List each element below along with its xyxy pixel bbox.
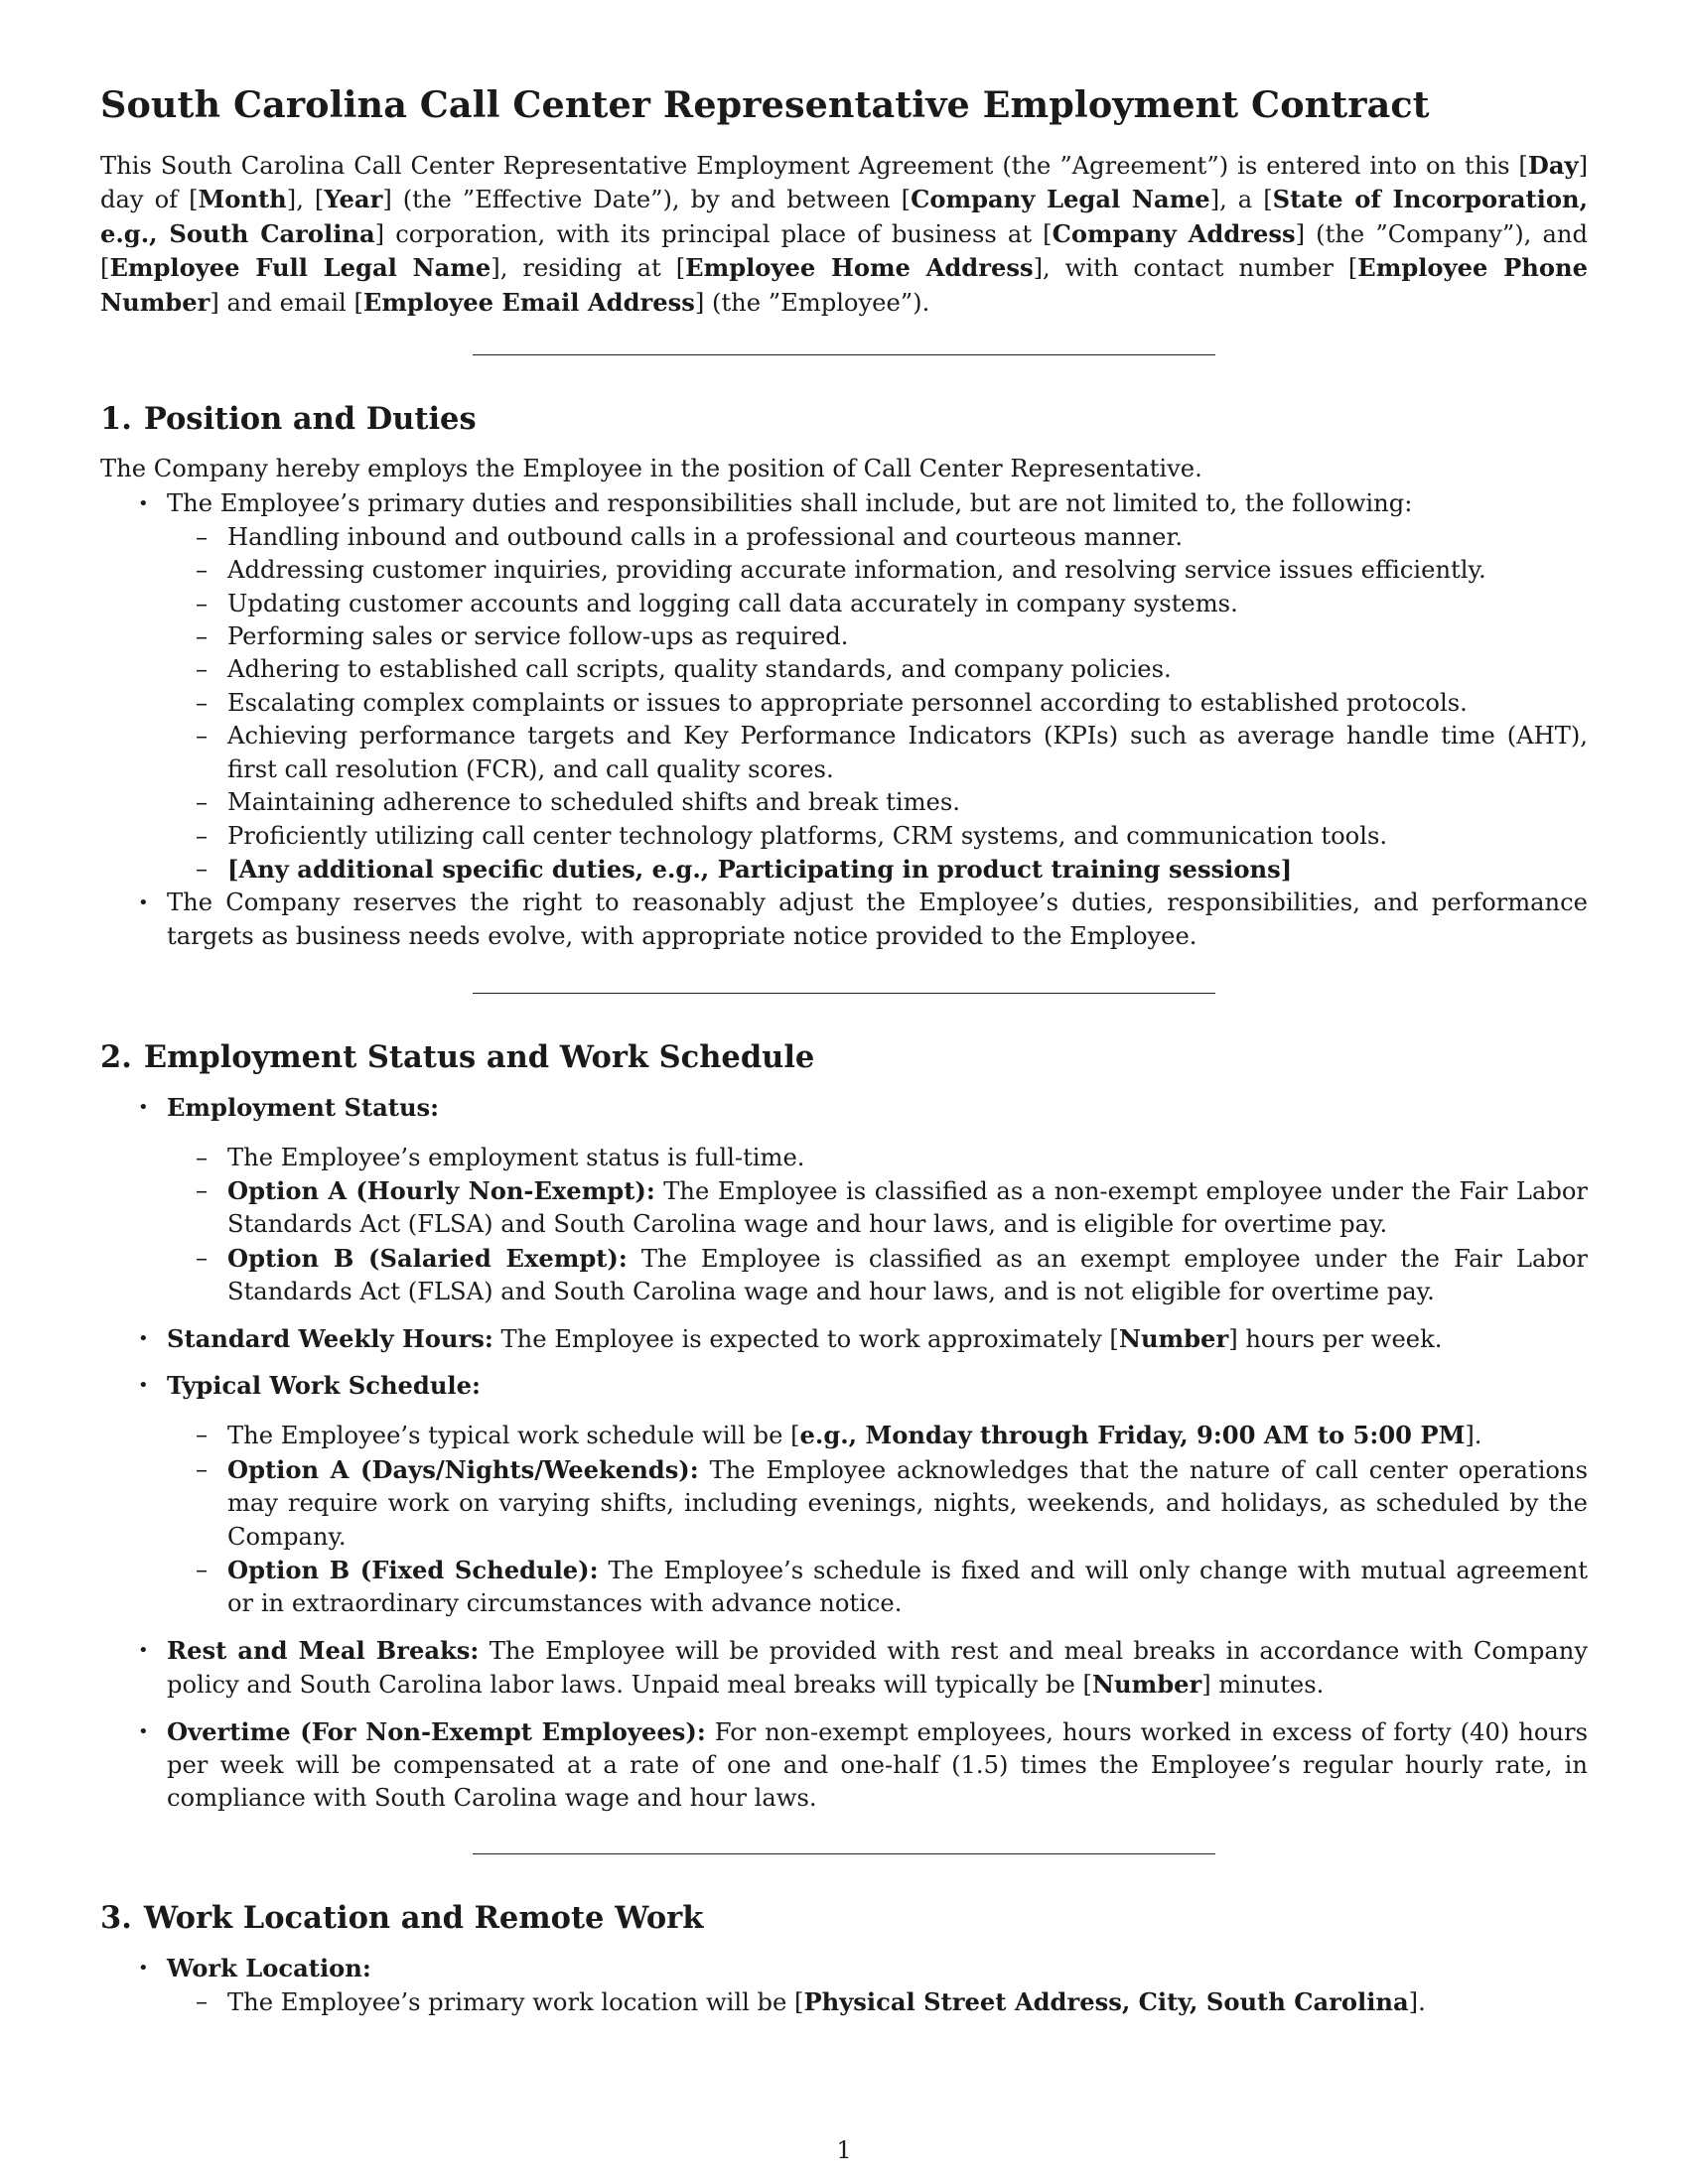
bullet-icon: • xyxy=(138,1639,149,1661)
list-item: – Addressing customer inquiries, providing accurate information, and resolving service issues efficiently. xyxy=(167,554,1588,587)
bullet-icon: • xyxy=(138,493,149,515)
weekly-hours-placeholder: Number xyxy=(1118,1323,1229,1353)
bullet-icon: • xyxy=(138,1957,149,1979)
list-item: – Adhering to established call scripts, quality standards, and company policies. xyxy=(167,653,1588,686)
dash-icon: – xyxy=(196,1987,209,2016)
dash-icon: – xyxy=(196,1454,209,1483)
list-item xyxy=(167,853,1588,887)
list-item: – Escalating complex complaints or issues to appropriate personnel according to established protocols. xyxy=(167,687,1588,720)
dash-icon: – xyxy=(196,622,209,651)
work-location-list xyxy=(100,1952,1588,2020)
list-item: – Option B (Fixed Schedule): The Employee’s schedule is fixed and will only change with mutual agreement or in extraordinary circumstances with advance notice. xyxy=(196,1556,1588,1618)
dash-icon: – xyxy=(196,1556,209,1583)
dash-icon: – xyxy=(196,556,209,585)
section-divider xyxy=(473,993,1215,994)
company-address-placeholder: Company Address xyxy=(1052,218,1296,248)
employee-name-placeholder: Employee Full Legal Name xyxy=(109,253,492,283)
employment-status-list xyxy=(100,1091,1588,1816)
company-name-placeholder: Company Legal Name xyxy=(911,185,1210,214)
list-item: • Work Location: – The Employee’s primary work location will be [Physical Street Address, City, South Carolina]. xyxy=(100,1952,1588,2020)
dash-icon: – xyxy=(196,722,209,751)
dash-icon: – xyxy=(196,1175,209,1204)
bullet-icon: • xyxy=(138,892,149,914)
year-placeholder: Year xyxy=(324,185,383,214)
section-divider xyxy=(473,354,1215,355)
bullet-icon: • xyxy=(138,1374,149,1396)
list-item: – The Employee’s employment status is full-time. xyxy=(167,1142,1588,1174)
dash-icon: – xyxy=(196,688,209,717)
list-item: • Typical Work Schedule: – The Employee’s typical work schedule will be [e.g., Monday through Friday, 9:00 AM to 5:00 PM]. – Option A (Days/Nights/Weekends): The Employee acknowledges that the nature of call center operations may require work on varying shifts, including evenings, nights, weekends, and holidays, as scheduled by the Company. – Option B (Fixed Schedule): The Employee’s schedule is fixed and will only change with mutual agreement or in extraordinary circumstances with advance notice. xyxy=(100,1369,1588,1621)
list-item: • Rest and Meal Breaks: The Employee will be provided with rest and meal breaks in accordance with Company policy and South Carolina labor laws. Unpaid meal breaks will typically be [Number] minutes. xyxy=(138,1635,1588,1700)
section-1-intro: The Company hereby employs the Employee in the position of Call Center Representative. xyxy=(100,455,1202,483)
list-item: • Employment Status: – The Employee’s employment status is full-time. – Option A (Hourly Non-Exempt): The Employee is classified as a non-exempt employee under the Fair Labor Standards Act (FLSA) and South Carolina wage and hour laws, and is eligible for overtime pay. – Option B (Salaried Exempt): The Employee is classified as an exempt employee under the Fair Labor Standards Act (FLSA) and South Carolina wage and hour laws, and is not eligible for overtime pay. xyxy=(100,1091,1588,1308)
dash-icon: – xyxy=(196,655,209,684)
status-sublist xyxy=(167,1142,1588,1309)
dash-icon: – xyxy=(196,1243,209,1272)
list-item: – Proficiently utilizing call center technology platforms, CRM systems, and communication tools. xyxy=(167,820,1588,853)
document-page xyxy=(100,83,1588,2020)
schedule-placeholder: e.g., Monday through Friday, 9:00 AM to 5:00 PM xyxy=(799,1421,1466,1450)
day-placeholder: Day xyxy=(1527,151,1579,180)
duties-sublist xyxy=(167,521,1588,887)
list-item: – Maintaining adherence to scheduled shifts and break times. xyxy=(167,786,1588,819)
dash-icon: – xyxy=(196,522,209,551)
state-placeholder: State of Incorporation, e.g., South Carolina xyxy=(100,185,1589,248)
bullet-icon: • xyxy=(138,1327,149,1349)
list-item: – Achieving performance targets and Key Performance Indicators (KPIs) such as average handle time (AHT), first call resolution (FCR), and call quality scores. xyxy=(196,722,1588,783)
schedule-sublist xyxy=(167,1419,1588,1620)
duties-list xyxy=(100,487,1588,953)
dash-icon: – xyxy=(196,821,209,850)
section-heading-employment-status: 2. Employment Status and Work Schedule xyxy=(100,1039,815,1076)
month-placeholder: Month xyxy=(198,185,287,214)
list-item: • Overtime (For Non-Exempt Employees): For non-exempt employees, hours worked in excess of forty (40) hours per week will be compensated at a rate of one and one-half (1.5) times the Employee’s regular hourly rate, in compliance with South Carolina wage and hour laws. xyxy=(138,1716,1588,1813)
list-item: – Performing sales or service follow-ups as required. xyxy=(167,620,1588,653)
employee-phone-placeholder: Employee Phone Number xyxy=(100,253,1588,317)
list-item: – Handling inbound and outbound calls in a professional and courteous manner. xyxy=(167,521,1588,554)
location-sublist xyxy=(167,1985,1588,2019)
list-item: • The Employee’s primary duties and responsibilities shall include, but are not limited to, the following: – Handling inbound and outbound calls in a professional and courteous manner. – Addressing customer inquiries, providing accurate information, and resolving service issues efficiently. – Updating customer accounts and logging call data accurately in company systems. – Performing sales or service follow-ups as required. – Adhering to established call scripts, quality standards, and company policies. – Escalating complex complaints or issues to appropriate personnel according to established protocols. – Achieving performance targets and Key Performance Indicators (KPIs) such as average handle time (AHT), first call resolution (FCR), and call quality scores. – Maintaining adherence to scheduled shifts and break times. – Proficiently utilizing call center technology platforms, CRM systems, and communication tools. – [Any additional specific duties, e.g., Participating in product training sessions] xyxy=(100,487,1588,887)
list-item: – The Employee’s primary work location will be [Physical Street Address, City, South Carolina]. xyxy=(167,1985,1588,2019)
list-item: • The Company reserves the right to reasonably adjust the Employee’s duties, responsibilities, and performance targets as business needs evolve, with appropriate notice provided to the Employee. xyxy=(138,888,1588,950)
list-item: • Standard Weekly Hours: The Employee is expected to work approximately [Number] hours per week. xyxy=(100,1322,1588,1356)
employee-address-placeholder: Employee Home Address xyxy=(685,253,1034,283)
list-item: – Option A (Days/Nights/Weekends): The Employee acknowledges that the nature of call center operations may require work on varying shifts, including evenings, nights, weekends, and holidays, as scheduled by the Company. xyxy=(196,1454,1588,1551)
document-title: South Carolina Call Center Representative Employment Contract xyxy=(100,83,1430,126)
list-item: – The Employee’s typical work schedule will be [e.g., Monday through Friday, 9:00 AM to 5:00 PM]. xyxy=(167,1419,1588,1452)
bullet-icon: • xyxy=(138,1097,149,1119)
dash-icon: – xyxy=(196,788,209,817)
list-item: – Updating customer accounts and logging call data accurately in company systems. xyxy=(167,588,1588,620)
intro-paragraph: This South Carolina Call Center Representative Employment Agreement (the ”Agreement”) is entered into on this [Day] day of [Month], [Year] (the ”Effective Date”), by and between [Company Legal Name], a [State of Incorporation, e.g., South Carolina] corporation, with its principal place of business at [Company Address] (the ”Company”), and [Employee Full Legal Name], residing at [Employee Home Address], with contact number [Employee Phone Number] and email [Employee Email Address] (the ”Employee”). xyxy=(100,151,1589,317)
meal-break-placeholder: Number xyxy=(1091,1670,1202,1700)
location-placeholder: Physical Street Address, City, South Carolina xyxy=(803,1987,1409,2017)
dash-icon: – xyxy=(196,1421,209,1449)
additional-duties-placeholder: [Any additional specific duties, e.g., Participating in product training sessions] xyxy=(227,854,1293,884)
dash-icon: – xyxy=(196,854,209,883)
list-item: – Option A (Hourly Non-Exempt): The Employee is classified as a non-exempt employee under the Fair Labor Standards Act (FLSA) and South Carolina wage and hour laws, and is eligible for overtime pay. xyxy=(196,1175,1588,1239)
bullet-icon: • xyxy=(138,1720,149,1742)
dash-icon: – xyxy=(196,589,209,617)
section-divider xyxy=(473,1853,1215,1854)
list-item: – Option B (Salaried Exempt): The Employee is classified as an exempt employee under the Fair Labor Standards Act (FLSA) and South Carolina wage and hour laws, and is not eligible for overtime pay. xyxy=(196,1243,1588,1306)
employee-email-placeholder: Employee Email Address xyxy=(362,287,695,317)
page-number: 1 xyxy=(836,2136,852,2164)
dash-icon: – xyxy=(196,1143,209,1171)
section-heading-position: 1. Position and Duties xyxy=(100,401,477,438)
section-heading-work-location: 3. Work Location and Remote Work xyxy=(100,1899,704,1936)
